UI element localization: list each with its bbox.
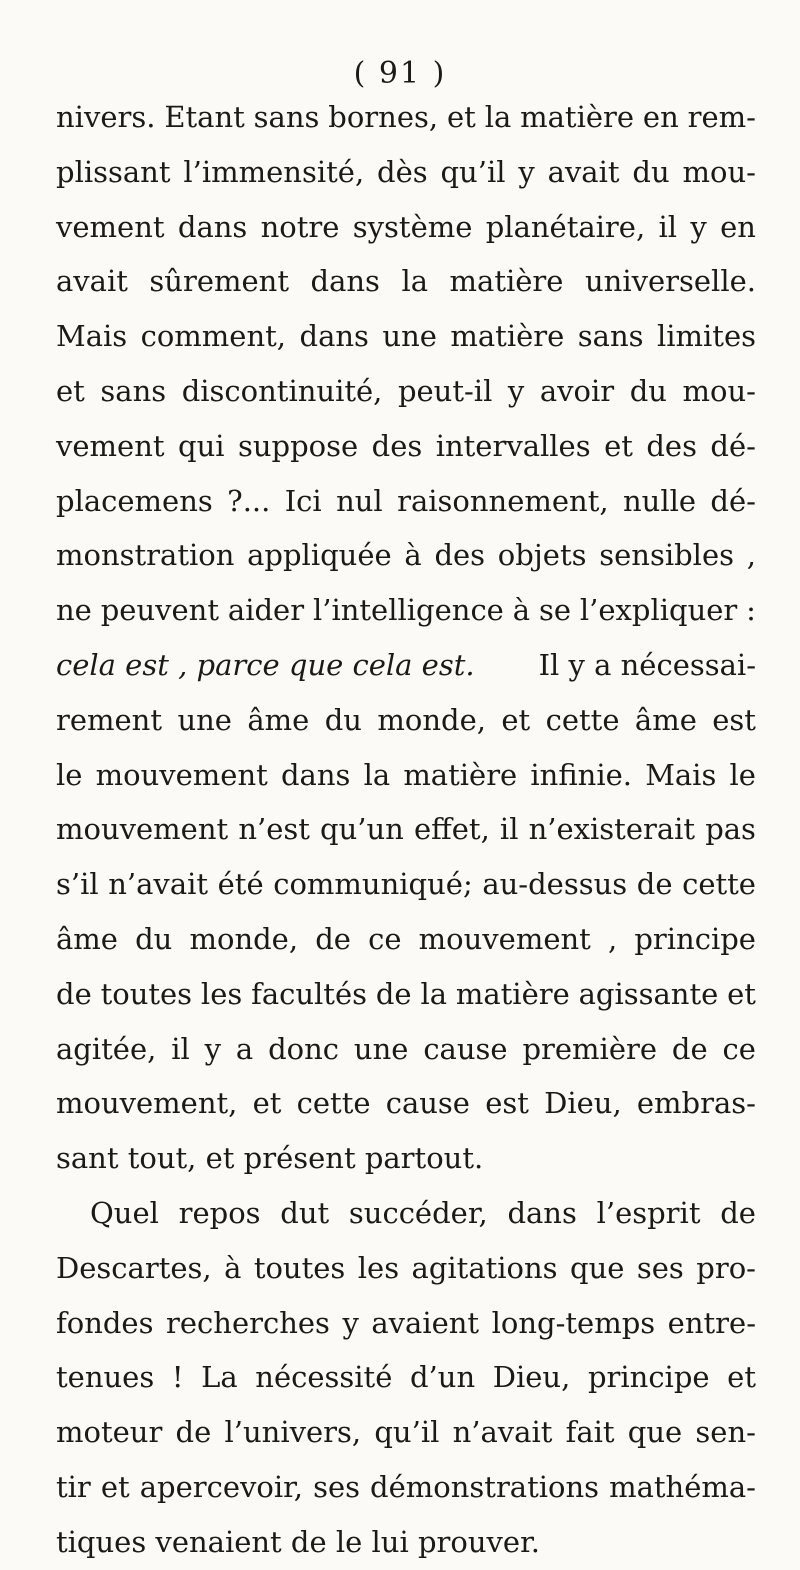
word: des — [371, 428, 423, 463]
word: l’intelligence — [312, 593, 504, 628]
word: suppose — [237, 428, 359, 463]
text-line — [56, 693, 756, 748]
word: une — [353, 1031, 409, 1066]
word: Dieu, — [492, 1360, 571, 1395]
word: bornes, — [328, 100, 439, 134]
word: Descartes, — [56, 1250, 212, 1285]
word: qui — [178, 428, 225, 463]
text-line — [56, 254, 756, 309]
word: cette — [682, 867, 756, 902]
text-line — [56, 528, 756, 583]
text-line — [56, 1296, 756, 1351]
word: cette — [545, 702, 620, 737]
word: agissante — [578, 976, 719, 1011]
word: une — [382, 319, 437, 354]
word: dut — [280, 1195, 330, 1230]
word: sen- — [695, 1415, 756, 1450]
word: limites — [656, 319, 756, 354]
word: nulle — [622, 483, 697, 518]
word: cette — [296, 1086, 371, 1121]
word: tir — [56, 1469, 91, 1504]
text-line-mixed — [56, 638, 756, 693]
word: du — [632, 154, 670, 189]
word: en — [720, 209, 756, 244]
word: et — [727, 1360, 756, 1395]
word: matière — [520, 100, 635, 134]
word: de — [175, 1415, 212, 1450]
word: Ici — [284, 483, 322, 518]
word: dans — [177, 209, 248, 244]
word: en — [642, 100, 679, 134]
word: et — [252, 1086, 282, 1121]
word: la — [363, 757, 391, 792]
italic-phrase: cela est , parce que cela est. — [56, 647, 475, 682]
word: de — [56, 976, 92, 1011]
word: mouvement — [56, 812, 229, 847]
word: cause — [385, 1086, 470, 1121]
word: , — [607, 921, 618, 956]
word: fondes — [56, 1305, 154, 1340]
text-line — [56, 1022, 756, 1077]
word: La — [201, 1360, 238, 1395]
word: dans — [507, 1195, 577, 1230]
word: dans — [310, 264, 380, 299]
word: et — [727, 976, 756, 1011]
word: ses — [636, 1250, 684, 1285]
word: mathéma- — [609, 1469, 756, 1504]
word: et — [100, 1469, 130, 1504]
word: n’avait — [452, 1415, 553, 1450]
word: sans — [100, 373, 167, 408]
word: moteur — [56, 1415, 163, 1450]
word: toutes — [253, 1250, 346, 1285]
word: entre- — [667, 1305, 756, 1340]
word: : — [746, 593, 756, 628]
word: infinie. — [530, 757, 633, 792]
word: de — [671, 1031, 708, 1066]
word: ses — [313, 1469, 360, 1504]
word: apercevoir, — [139, 1469, 304, 1504]
word: agitations — [411, 1250, 558, 1285]
word: vement — [56, 209, 165, 244]
word: sensibles — [599, 538, 734, 573]
word: des — [434, 538, 486, 573]
word: et — [446, 100, 476, 134]
word: raisonnement, — [397, 483, 609, 518]
word: placemens — [56, 483, 213, 518]
word: est — [712, 702, 756, 737]
word: donc — [268, 1031, 340, 1066]
word: du — [324, 702, 362, 737]
word: à — [404, 538, 422, 573]
word: et — [501, 702, 531, 737]
word: a — [235, 1031, 254, 1066]
text-line — [56, 1460, 756, 1515]
word: système — [352, 209, 473, 244]
word: Etant — [164, 100, 245, 134]
word: du — [135, 921, 173, 956]
word: rement — [56, 702, 163, 737]
word: Quel — [90, 1195, 159, 1230]
word: mouvement — [418, 921, 591, 956]
word: aider — [227, 593, 305, 628]
word: cause — [423, 1031, 508, 1066]
word: mouvement — [95, 757, 268, 792]
text-line — [56, 364, 756, 419]
text-line-rest: Il y a nécessai- — [538, 647, 756, 682]
word: première — [522, 1031, 658, 1066]
word: démonstrations — [370, 1469, 600, 1504]
word: il — [171, 1031, 190, 1066]
word: objets — [497, 538, 587, 573]
word: de — [636, 867, 673, 902]
word: universelle. — [584, 264, 756, 299]
word: d’un — [409, 1360, 476, 1395]
text-line — [56, 1405, 756, 1460]
word: matière — [455, 976, 570, 1011]
word: dans — [299, 319, 369, 354]
text-line — [56, 583, 756, 638]
word: les — [357, 1250, 400, 1285]
text-line: tiques venaient de le lui prouver. — [56, 1524, 540, 1559]
text-line — [56, 474, 756, 529]
word: que — [570, 1250, 625, 1285]
word: ce — [368, 921, 402, 956]
word: de — [720, 1195, 756, 1230]
word: du — [629, 373, 667, 408]
text-line — [56, 912, 756, 967]
word: ! — [171, 1360, 184, 1395]
text-line — [56, 419, 756, 474]
word: monstration — [56, 538, 235, 573]
word: l’immensité, — [183, 154, 365, 189]
text-line — [56, 145, 756, 200]
text-line — [56, 90, 756, 145]
word: se — [538, 593, 571, 628]
word: discontinuité, — [181, 373, 383, 408]
word: les — [200, 976, 243, 1011]
text-line — [56, 967, 756, 1022]
word: la — [420, 976, 448, 1011]
word: à — [224, 1250, 242, 1285]
word: l’univers, — [224, 1415, 362, 1450]
word: nécessité — [255, 1360, 393, 1395]
word: y — [690, 209, 707, 244]
text-line — [56, 802, 756, 857]
word: n’avait — [108, 867, 209, 902]
word: monde, — [377, 702, 486, 737]
word: n’existerait — [528, 812, 696, 847]
word: embras- — [636, 1086, 756, 1121]
word: matière — [449, 264, 564, 299]
word: y — [204, 1031, 222, 1066]
word: le — [56, 757, 83, 792]
body-text — [56, 90, 756, 1570]
word: été — [217, 867, 264, 902]
word: matière — [450, 319, 565, 354]
word: est — [485, 1086, 529, 1121]
word: il — [658, 209, 678, 244]
word: pro- — [696, 1250, 756, 1285]
word: âme — [56, 921, 118, 956]
word: la — [401, 264, 429, 299]
word: y — [518, 154, 535, 189]
word: y — [507, 373, 525, 408]
word: matière — [403, 757, 518, 792]
word: vement — [56, 428, 165, 463]
word: sûrement — [149, 264, 289, 299]
word: dans — [280, 757, 351, 792]
word: long-temps — [491, 1305, 656, 1340]
word: une — [177, 702, 232, 737]
word: monde, — [189, 921, 299, 956]
word: avaient — [371, 1305, 480, 1340]
word: mou- — [682, 154, 756, 189]
word: sans — [253, 100, 320, 134]
word: y — [342, 1305, 359, 1340]
word: à — [512, 593, 531, 628]
word: appliquée — [247, 538, 392, 573]
text-line — [56, 1350, 756, 1405]
word: peuvent — [100, 593, 220, 628]
word: l’esprit — [596, 1195, 701, 1230]
text-line — [56, 857, 756, 912]
word: au-dessus — [482, 867, 628, 902]
word: rem- — [687, 100, 756, 134]
word: de — [375, 976, 412, 1011]
word: ce — [722, 1031, 756, 1066]
word: recherches — [166, 1305, 330, 1340]
word: Mais — [645, 757, 717, 792]
word: Mais — [56, 319, 128, 354]
word: nul — [336, 483, 383, 518]
word: dé- — [710, 428, 756, 463]
word: avait — [547, 154, 620, 189]
word: , — [746, 538, 756, 573]
word: qu’il — [440, 154, 506, 189]
word: repos — [178, 1195, 261, 1230]
word: peut-il — [397, 373, 493, 408]
word: ?... — [227, 483, 271, 518]
page-number: ( 91 ) — [353, 56, 447, 91]
word: comment, — [140, 319, 287, 354]
word: que — [627, 1415, 683, 1450]
word: des — [646, 428, 697, 463]
word: plissant — [56, 154, 171, 189]
word: la — [484, 100, 512, 134]
word: dé- — [710, 483, 756, 518]
word: effet, — [413, 812, 490, 847]
word: agitée, — [56, 1031, 157, 1066]
word: communiqué; — [273, 867, 473, 902]
word: tenues — [56, 1360, 155, 1395]
word: succéder, — [348, 1195, 488, 1230]
text-line: sant tout, et présent partout. — [56, 1141, 484, 1176]
word: facultés — [251, 976, 368, 1011]
word: nivers. — [56, 100, 156, 134]
word: pas — [705, 812, 756, 847]
word: n’est — [238, 812, 310, 847]
text-line — [56, 1186, 756, 1241]
word: planétaire, — [485, 209, 646, 244]
word: principe — [587, 1360, 710, 1395]
text-line — [56, 1241, 756, 1296]
word: toutes — [100, 976, 193, 1011]
word: dès — [377, 154, 428, 189]
word: principe — [634, 921, 756, 956]
text-line — [56, 1076, 756, 1131]
word: de — [315, 921, 351, 956]
word: qu’un — [320, 812, 404, 847]
word: âme — [634, 702, 697, 737]
word: et — [56, 373, 85, 408]
word: âme — [247, 702, 310, 737]
text-line — [56, 748, 756, 803]
word: le — [729, 757, 756, 792]
text-line — [56, 200, 756, 255]
word: avait — [56, 264, 128, 299]
word: ne — [56, 593, 92, 628]
word: mou- — [682, 373, 756, 408]
word: avoir — [539, 373, 615, 408]
word: qu’il — [374, 1415, 440, 1450]
word: notre — [260, 209, 340, 244]
word: intervalles — [435, 428, 591, 463]
word: l’expliquer — [579, 593, 738, 628]
word: sans — [577, 319, 644, 354]
word: il — [499, 812, 519, 847]
word: et — [604, 428, 633, 463]
word: s’il — [56, 867, 99, 902]
text-line — [56, 309, 756, 364]
word: Dieu, — [544, 1086, 622, 1121]
word: mouvement, — [56, 1086, 238, 1121]
word: fait — [565, 1415, 615, 1450]
